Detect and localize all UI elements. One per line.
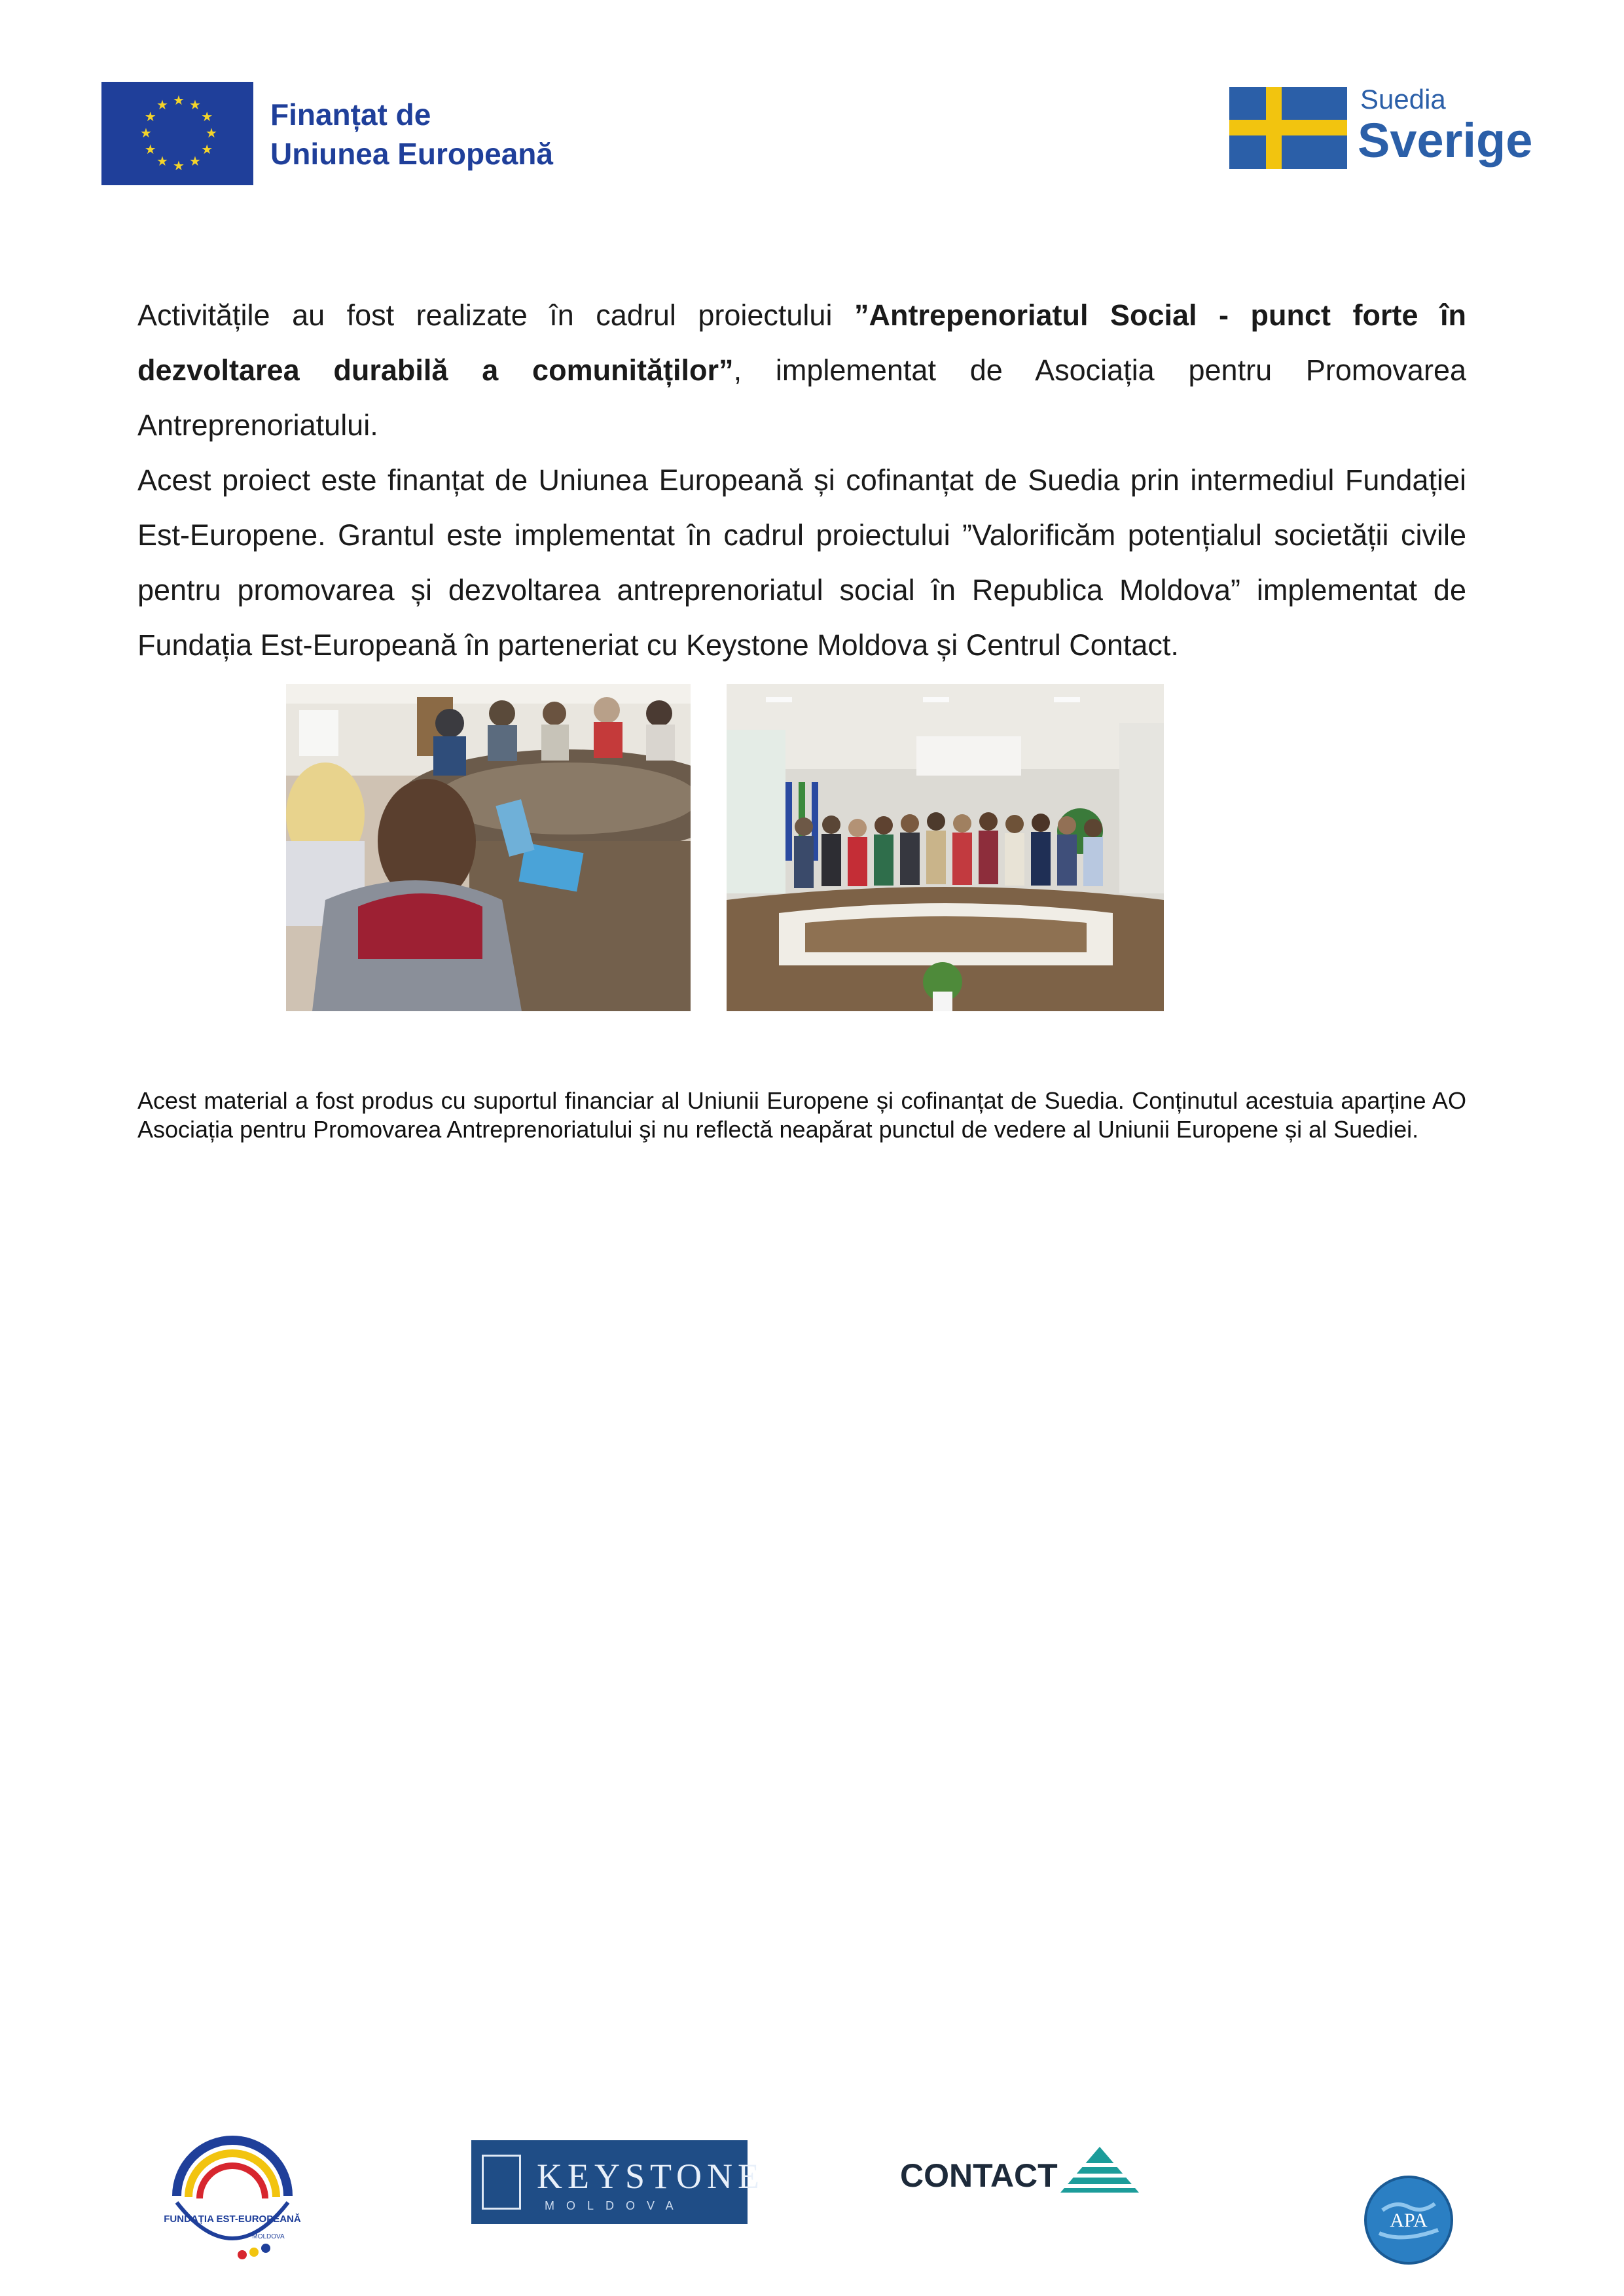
eu-star-icon: ★ — [156, 154, 168, 170]
fundatia-est-europeana-emblem — [164, 2124, 301, 2268]
sweden-logo-big-text: Sverige — [1358, 113, 1533, 168]
contact-pyramid-icon — [1057, 2144, 1142, 2196]
apa-logo-text: APA — [1390, 2210, 1428, 2231]
group-photo-illustration — [727, 684, 1164, 1011]
eu-disclaimer: Acest material a fost produs cu suportul financiar al Uniunii Europene și cofinanțat de Suedia. Conținutul acestuia aparține AO Asociația pentru Promovarea Antreprenoriatului şi nu reflectă neapărat punctul de vedere al Uniunii Europene și al Suediei. — [137, 1087, 1466, 1143]
group-photo — [727, 684, 1164, 1011]
workshop-table-photo — [286, 684, 691, 1011]
paragraph-project-end: , implementat de Asociația pentru Promovarea Antreprenoriatului. — [137, 353, 1467, 442]
sweden-logo — [1229, 84, 1533, 182]
body-text — [137, 288, 1466, 673]
eu-star-icon: ★ — [156, 98, 168, 113]
eu-funding-line2: Uniunea Europeană — [270, 137, 553, 171]
eu-flag-icon — [101, 82, 253, 185]
eu-star-icon: ★ — [140, 126, 152, 141]
eu-star-icon: ★ — [189, 98, 201, 113]
eu-funding-text — [270, 95, 553, 173]
eu-funding-logo — [101, 82, 592, 187]
project-title: ”Antrepenoriatul Social - punct forte în dezvoltarea durabilă a comunităților” — [137, 298, 1467, 387]
eu-star-icon: ★ — [201, 143, 213, 157]
eu-star-icon: ★ — [144, 143, 156, 157]
workshop-photo-illustration — [286, 684, 691, 1011]
eu-star-icon: ★ — [206, 126, 217, 141]
contact-logo — [900, 2144, 1142, 2196]
paragraph-funding: Acest proiect este finanțat de Uniunea Europeană și cofinanțat de Suedia prin intermediul Fundației Est-Europene. Grantul este implementat în cadrul proiectului ”Valorificăm potențialul societății civile pentru promovarea și dezvoltarea antreprenoriatul social în Republica Moldova” implementat de Fundația Est-Europeană în parteneriat cu Keystone Moldova și Centrul Contact. — [137, 463, 1466, 662]
eu-funding-line1: Finanțat de — [270, 98, 431, 132]
sweden-logo-small-text: Suedia — [1360, 84, 1446, 115]
paragraph-project-start: Activitățile au fost realizate în cadrul proiectului — [137, 298, 854, 332]
sweden-flag-icon — [1229, 87, 1347, 169]
contact-word: CONTACT — [900, 2157, 1058, 2194]
fee-logo-sub: MOLDOVA — [252, 2233, 285, 2240]
keystone-sub: MOLDOVA — [545, 2199, 685, 2212]
keystone-moldova-logo — [471, 2140, 765, 2224]
keystone-word: KEYSTONE — [537, 2157, 765, 2196]
keystone-mark-icon — [482, 2155, 521, 2210]
eu-star-icon: ★ — [173, 94, 185, 108]
fundatia-est-europeana-logo — [164, 2124, 301, 2268]
eu-star-icon: ★ — [201, 110, 213, 124]
eu-star-icon: ★ — [173, 159, 185, 173]
apa-logo — [1363, 2174, 1454, 2266]
fee-logo-text: FUNDAȚIA EST-EUROPEANĂ — [164, 2214, 301, 2225]
apa-globe-icon — [1363, 2174, 1454, 2266]
eu-star-icon: ★ — [144, 110, 156, 124]
eu-star-icon: ★ — [189, 154, 201, 170]
paragraph-project — [137, 288, 1466, 453]
